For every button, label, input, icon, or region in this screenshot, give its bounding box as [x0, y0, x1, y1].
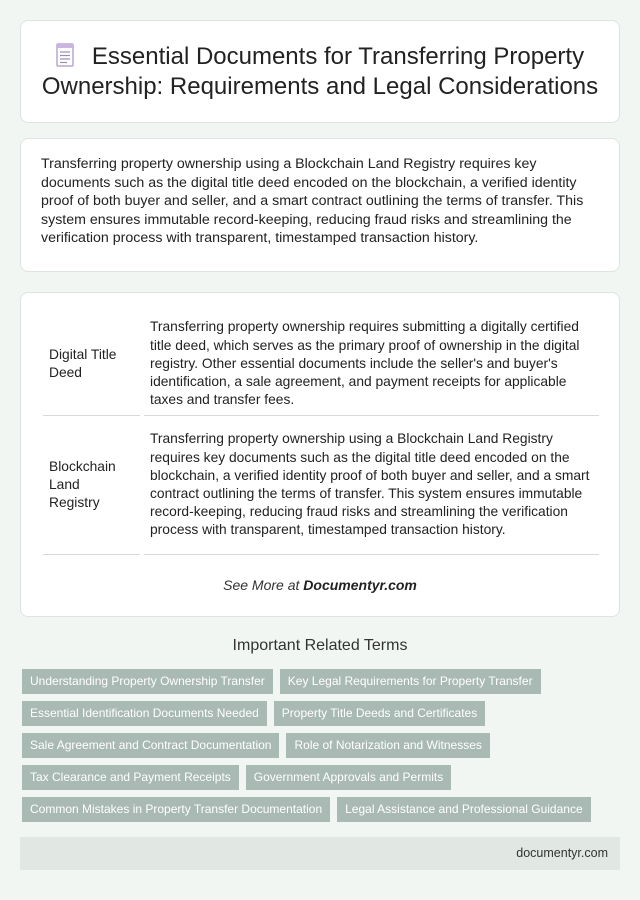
- footer-site-link[interactable]: documentyr.com: [516, 846, 608, 860]
- term-cell: Blockchain Land Registry: [43, 416, 140, 555]
- description-cell: Transferring property ownership using a Blockchain Land Registry requires key documents such as the digital title deed encoded on the blockchain, a verified identity proof of both buyer and seller, and a smart contract outlining the terms of transfer. This system ensures immutable record-keeping, reducing fraud risks and streamlining the verification process with transparent, timestamped transaction history.: [144, 416, 599, 555]
- related-term-tag[interactable]: Common Mistakes in Property Transfer Documentation: [22, 797, 330, 822]
- definitions-table: [43, 313, 599, 555]
- term-cell: Digital Title Deed: [43, 313, 140, 416]
- related-term-tag[interactable]: Property Title Deeds and Certificates: [274, 701, 485, 726]
- related-term-tag[interactable]: Understanding Property Ownership Transfer: [22, 669, 273, 694]
- tag-row: [22, 701, 622, 733]
- related-term-tag[interactable]: Key Legal Requirements for Property Transfer: [280, 669, 541, 694]
- title-card: [20, 20, 620, 123]
- table-row: [43, 416, 599, 555]
- tag-row: [22, 797, 622, 829]
- intro-card: [20, 138, 620, 272]
- tag-row: [22, 733, 622, 765]
- related-term-tag[interactable]: Legal Assistance and Professional Guidance: [337, 797, 591, 822]
- related-term-tag[interactable]: Sale Agreement and Contract Documentation: [22, 733, 279, 758]
- description-cell: Transferring property ownership requires submitting a digitally certified title deed, which serves as the primary proof of ownership in the digital registry. Other essential documents include the seller's and buyer's identification, a sale agreement, and payment receipts for applicable taxes and transfer fees.: [144, 313, 599, 416]
- related-terms-heading: Important Related Terms: [232, 637, 408, 654]
- related-term-tag[interactable]: Role of Notarization and Witnesses: [286, 733, 489, 758]
- see-more-prefix: See More at: [223, 577, 304, 593]
- document-icon: [56, 43, 74, 67]
- table-row: [43, 313, 599, 416]
- footer: [20, 837, 620, 870]
- see-more-site[interactable]: Documentyr.com: [303, 577, 417, 593]
- see-more-link[interactable]: [21, 577, 619, 593]
- title-row: [37, 42, 603, 102]
- definitions-card: [20, 292, 620, 617]
- intro-text: Transferring property ownership using a Blockchain Land Registry requires key documents such as the digital title deed encoded on the blockchain, a verified identity proof of both buyer and seller, and a smart contract outlining the terms of transfer. This system ensures immutable record-keeping, reducing fraud risks and streamlining the verification process with transparent, timestamped transaction history.: [41, 156, 584, 246]
- tag-row: [22, 669, 622, 701]
- related-term-tag[interactable]: Government Approvals and Permits: [246, 765, 451, 790]
- page-title: Essential Documents for Transferring Property Ownership: Requirements and Legal Considerations: [41, 42, 599, 100]
- related-terms-tags: [22, 669, 622, 829]
- tag-row: [22, 765, 622, 797]
- related-term-tag[interactable]: Essential Identification Documents Needed: [22, 701, 267, 726]
- related-term-tag[interactable]: Tax Clearance and Payment Receipts: [22, 765, 239, 790]
